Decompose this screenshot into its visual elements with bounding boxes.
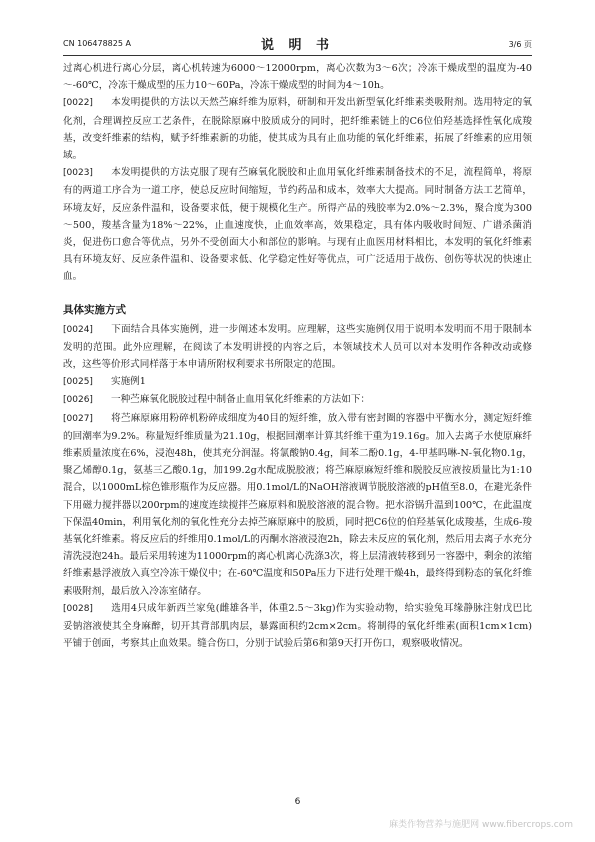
page-indicator: 3/6 页 [508,40,532,49]
paragraph-number: [0023] [63,168,93,179]
paragraph-number: [0025] [63,377,93,388]
page-number: 6 [294,797,301,807]
paragraph-text: 选用4只成年新西兰家兔(雌雄各半，体重2.5～3kg)作为实验动物，给实验兔耳缘静脉注射戊巴比妥钠溶液使其全身麻醉，切开其背部肌肉层，暴露面积约2cm×2cm。将制得的氧化纤维素(面积1cm×1cm)平铺于创面，考察其止血效果。缝合伤口，分别于试验后第6和第9天打开伤口，观察吸收情况。 [63,602,532,650]
watermark: 麻类作物营养与施肥网 www.fibercrops.com [389,820,573,830]
paragraph-text: 实施例1 [111,376,146,388]
page-header [63,33,532,56]
paragraph-text: 本发明提供的方法以天然苎麻纤维为原料，研制和开发出新型氧化纤维素类吸附剂。选用特定的氧化剂，合理调控反应工艺条件，在脱除原麻中胶质成分的同时，把纤维素链上的C6位伯羟基选择性氧化成羧基，改变纤维素的结构，赋予纤维素新的功能，使其成为具有止血功能的氧化纤维素，拓展了纤维素的应用领域。 [63,97,532,162]
paragraph [63,600,532,653]
paragraph-number: [0026] [63,395,93,406]
paragraph [63,94,532,164]
paragraph [63,373,532,391]
paragraph [63,410,532,600]
paragraph [63,321,532,374]
section-heading: 具体实施方式 [63,303,126,316]
paragraph-number: [0022] [63,98,93,109]
paragraph [63,60,532,94]
document-title: 说 明 书 [260,38,335,53]
paragraph-text: 过离心机进行离心分层，离心机转速为6000～12000rpm，离心次数为3～6次；冷冻干燥成型的温度为-40～-60℃，冷冻干燥成型的压力10～60Pa，冷冻干燥成型的时间为4～10h。 [63,63,532,92]
paragraph-group-top [63,60,532,286]
patent-number: CN 106478825 A [63,39,131,48]
paragraph-group-bottom [63,321,532,653]
paragraph [63,391,532,409]
paragraph [63,164,532,285]
paragraph-text: 一种苎麻氧化脱胶过程中制备止血用氧化纤维素的方法如下： [111,394,371,406]
paragraph-number: [0024] [63,324,93,335]
paragraph-number: [0027] [63,413,93,424]
document-body [63,60,532,653]
paragraph-text: 本发明提供的方法克服了现有苎麻氧化脱胶和止血用氧化纤维素制备技术的不足，流程简单，将原有的两道工序合为一道工序，使总反应时间缩短，节约药品和成本，效率大大提高。同时制备方法工艺简单，环境友好，反应条件温和，设备要求低，便于规模化生产。所得产品的残胶率为2.0%～2.3%，聚合度为300～500，羧基含量为18%～22%，止血速度快，止血效率高，效果稳定，具有体内吸收时间短、广谱杀菌消炎，促进伤口愈合等优点，另外不受创面大小和部位的影响。与现有止血医用材料相比，本发明的氧化纤维素具有环境友好、反应条件温和、设备要求低、化学稳定性好等优点，可广泛适用于战伤、创伤等状况的快速止血。 [63,167,532,283]
paragraph-text: 将苎麻原麻用粉碎机粉碎成细度为40目的短纤维，放入带有密封圈的容器中平衡水分，测定短纤维的回潮率为9.2%。称量短纤维质量为21.10g，根据回潮率计算其纤维干重为19.16g。加入去离子水使原麻纤维素质量浓度在6%，浸泡48h，使其充分润湿。将氯酸钠0.4g，间苯二酚0.1g，4-甲基吗啉-N-氧化物0.1g，聚乙烯醇0.1g，氨基三乙酸0.1g，加199.2g水配成脱胶液；将苎麻原麻短纤维和脱胶反应液按质量比为1:10混合，以1000mL棕色锥形瓶作为反应器。用0.1mol/L的NaOH溶液调节脱胶溶液的pH值至8.0，在避光条件下用磁力搅拌器以200rpm的速度连续搅拌苎麻原料和脱胶溶液的混合物。把水浴锅升温到100℃，在此温度下保温40min，利用氧化剂的氧化性充分去掉苎麻原麻中的胶质，同时把C6位的伯羟基氧化成羧基，生成6-羧基氧化纤维素。将反应后的纤维用0.1mol/L的丙酮水溶液浸泡2h，除去未反应的氧化剂，然后用去离子水充分清洗浸泡24h。最后采用转速为11000rpm的离心机离心洗涤3次，将上层清液转移到另一容器中，剩余的浓缩纤维素悬浮液放入真空冷冻干燥仪中；在-60℃温度和50Pa压力下进行处理干燥4h，最终得到粉态的氧化纤维素吸附剂，最后放入冷冻室储存。 [63,412,532,597]
paragraph-number: [0028] [63,603,93,614]
paragraph-text: 下面结合具体实施例，进一步阐述本发明。应理解，这些实施例仅用于说明本发明而不用于限制本发明的范围。此外应理解，在阅读了本发明讲授的内容之后，本领域技术人员可以对本发明作各种改动或修改，这些等价形式同样落于本申请所附权利要求书所限定的范围。 [63,323,532,371]
